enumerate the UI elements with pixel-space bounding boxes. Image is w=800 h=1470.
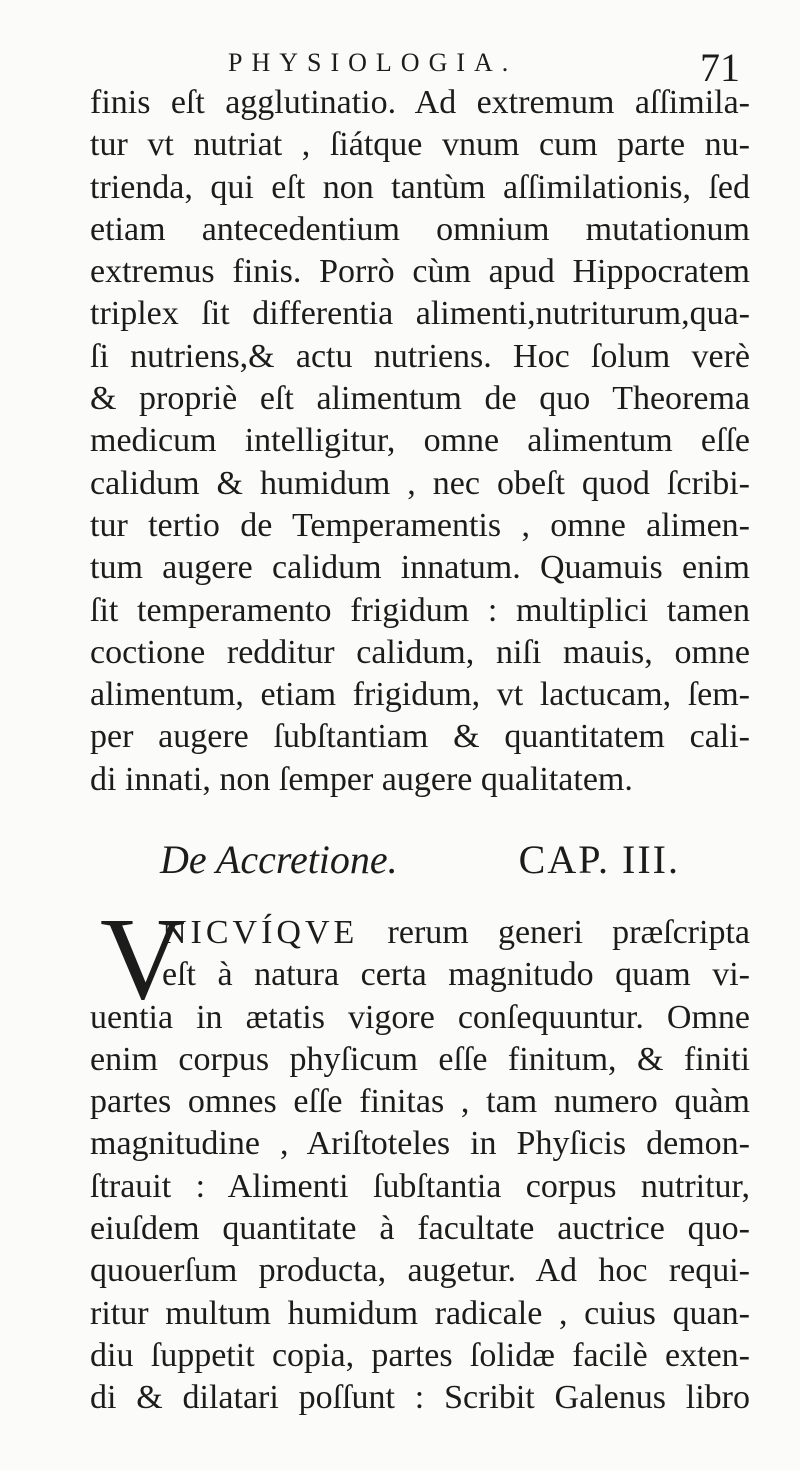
text-line: & propriè eſt alimentum de quo Theorema — [90, 380, 750, 418]
text-line: di & dilatari poſſunt : Scribit Galenus libro — [90, 1379, 750, 1417]
text-line: ritur multum humidum radicale , cuius quan- — [90, 1294, 750, 1332]
text-line: ſi nutriens,& actu nutriens. Hoc ſolum verè — [90, 337, 750, 375]
text-line: tum augere calidum innatum. Quamuis enim — [90, 549, 750, 587]
running-head: PHYSIOLOGIA. — [228, 48, 518, 77]
first-line-rest: rerum generi præſcripta — [387, 914, 750, 951]
first-word: NICVÍQVE — [162, 914, 359, 951]
text-line: partes omnes eſſe finitas , tam numero quàm — [90, 1083, 750, 1121]
text-line: di innati, non ſemper augere qualitatem. — [90, 760, 633, 798]
text-line: uentia in ætatis vigore conſequuntur. Omne — [90, 998, 750, 1036]
chapter-label: CAP. III. — [518, 837, 680, 882]
text-line: magnitudine , Ariſtoteles in Phyſicis demon- — [90, 1125, 750, 1163]
text-line: quouerſum producta, augetur. Ad hoc requi- — [90, 1252, 750, 1290]
text-line: calidum & humidum , nec obeſt quod ſcribi- — [90, 464, 750, 502]
paragraph-physiologia — [90, 82, 750, 801]
chapter-title: De Accretione. — [160, 837, 398, 882]
first-line — [162, 912, 750, 954]
page-number: 71 — [700, 45, 740, 90]
text-line: enim corpus phyſicum eſſe finitum, & finiti — [90, 1040, 750, 1078]
text-line: ſtrauit : Alimenti ſubſtantia corpus nutritur, — [90, 1167, 750, 1205]
second-line: eſt à natura certa magnitudo quam vi- — [162, 956, 750, 994]
text-line: tur tertio de Temperamentis , omne alimen- — [90, 506, 750, 544]
text-line: coctione redditur calidum, niſi mauis, omne — [90, 633, 750, 671]
text-line: eiuſdem quantitate à facultate auctrice quo- — [90, 1210, 750, 1248]
text-line: finis eſt agglutinatio. Ad extremum aſſimila- — [90, 84, 750, 121]
paragraph-accretione — [90, 912, 750, 1420]
text-line: extremus finis. Porrò cùm apud Hippocratem — [90, 253, 750, 291]
text-line: alimentum, etiam frigidum, vt lactucam, ſem- — [90, 676, 750, 714]
text-line: ſit temperamento frigidum : multiplici tamen — [90, 591, 750, 629]
text-line: etiam antecedentium omnium mutationum — [90, 210, 750, 248]
text-line: tur vt nutriat , ſiátque vnum cum parte nu- — [90, 126, 750, 164]
text-line: per augere ſubſtantiam & quantitatem cali- — [90, 718, 750, 756]
text-line: medicum intelligitur, omne alimentum eſſe — [90, 422, 750, 460]
text-line: triplex ſit differentia alimenti,nutriturum,qua- — [90, 295, 750, 333]
chapter-heading — [160, 836, 680, 883]
text-line: diu ſuppetit copia, partes ſolidæ facilè exten- — [90, 1336, 750, 1374]
text-line: trienda, qui eſt non tantùm aſſimilationis, ſed — [90, 168, 750, 206]
drop-cap: V — [100, 893, 186, 1024]
